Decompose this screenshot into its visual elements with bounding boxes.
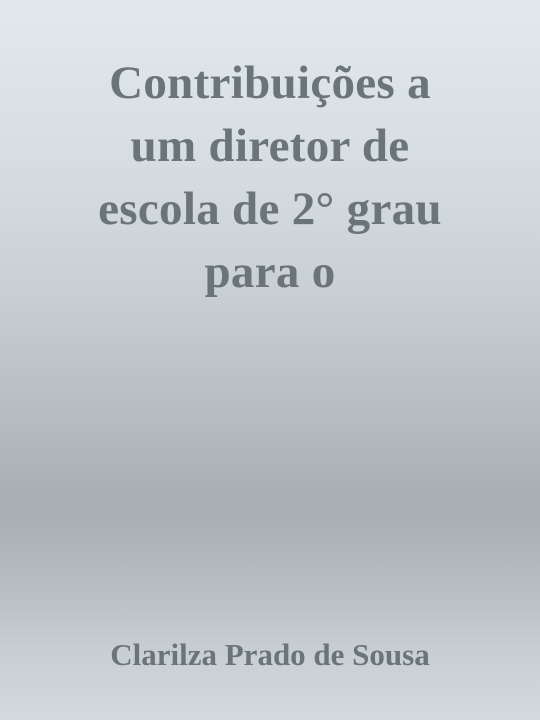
book-title-line-4: para o: [204, 246, 336, 298]
book-title-line-3: escola de 2° grau: [98, 183, 442, 235]
book-title-line-2: um diretor de: [130, 120, 410, 172]
book-author: Clarilza Prado de Sousa: [110, 637, 430, 672]
book-title: [20, 52, 520, 304]
book-title-line-1: Contribuições a: [109, 57, 431, 109]
